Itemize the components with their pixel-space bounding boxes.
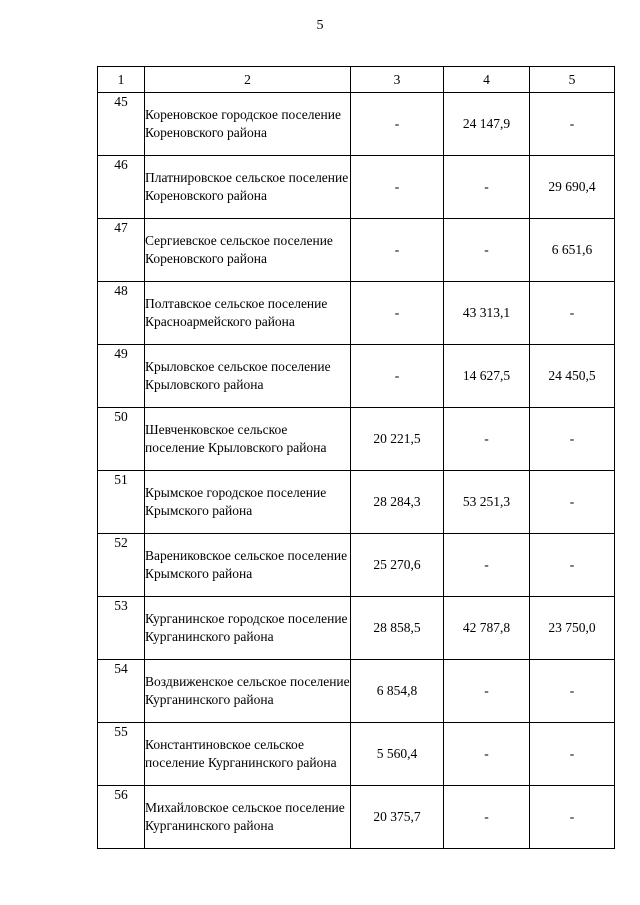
value-col-3: -	[351, 93, 444, 156]
table-row	[98, 345, 615, 408]
value-col-4: -	[444, 660, 530, 723]
row-number: 51	[98, 471, 145, 534]
row-number: 56	[98, 786, 145, 849]
value-col-3: 28 858,5	[351, 597, 444, 660]
settlement-name: Варениковское сельское поселение Крымского района	[145, 534, 351, 597]
column-header-5: 5	[530, 67, 615, 93]
settlement-name: Курганинское городское поселение Курганинского района	[145, 597, 351, 660]
value-col-4: -	[444, 219, 530, 282]
table-row	[98, 93, 615, 156]
settlement-name: Шевченковское сельское поселение Крыловского района	[145, 408, 351, 471]
row-number: 53	[98, 597, 145, 660]
value-col-3: 20 375,7	[351, 786, 444, 849]
settlement-name: Кореновское городское поселение Кореновского района	[145, 93, 351, 156]
value-col-3: 5 560,4	[351, 723, 444, 786]
value-col-5: -	[530, 282, 615, 345]
value-col-5: 24 450,5	[530, 345, 615, 408]
row-number: 54	[98, 660, 145, 723]
value-col-5: -	[530, 723, 615, 786]
settlement-name: Воздвиженское сельское поселение Курганинского района	[145, 660, 351, 723]
page-number: 5	[316, 18, 324, 33]
data-table	[97, 66, 615, 849]
row-number: 50	[98, 408, 145, 471]
value-col-5: -	[530, 93, 615, 156]
table-row	[98, 471, 615, 534]
table-row	[98, 219, 615, 282]
column-header-3: 3	[351, 67, 444, 93]
row-number: 47	[98, 219, 145, 282]
row-number: 48	[98, 282, 145, 345]
row-number: 46	[98, 156, 145, 219]
table-row	[98, 660, 615, 723]
table-row	[98, 282, 615, 345]
value-col-4: -	[444, 156, 530, 219]
table-header-row	[98, 67, 615, 93]
value-col-4: 14 627,5	[444, 345, 530, 408]
value-col-4: -	[444, 408, 530, 471]
settlement-name: Михайловское сельское поселение Курганинского района	[145, 786, 351, 849]
value-col-4: -	[444, 534, 530, 597]
value-col-5: -	[530, 660, 615, 723]
value-col-3: -	[351, 156, 444, 219]
settlement-name: Сергиевское сельское поселение Кореновского района	[145, 219, 351, 282]
column-header-4: 4	[444, 67, 530, 93]
table-row	[98, 723, 615, 786]
value-col-5: -	[530, 786, 615, 849]
table-row	[98, 156, 615, 219]
value-col-4: -	[444, 723, 530, 786]
value-col-3: 28 284,3	[351, 471, 444, 534]
value-col-3: -	[351, 345, 444, 408]
table-row	[98, 534, 615, 597]
settlement-name: Полтавское сельское поселение Красноармейского района	[145, 282, 351, 345]
settlement-name: Константиновское сельское поселение Курганинского района	[145, 723, 351, 786]
value-col-4: 42 787,8	[444, 597, 530, 660]
value-col-5: -	[530, 408, 615, 471]
value-col-3: -	[351, 282, 444, 345]
value-col-5: 29 690,4	[530, 156, 615, 219]
row-number: 55	[98, 723, 145, 786]
row-number: 52	[98, 534, 145, 597]
value-col-3: 20 221,5	[351, 408, 444, 471]
settlement-name: Крыловское сельское поселение Крыловского района	[145, 345, 351, 408]
value-col-4: 24 147,9	[444, 93, 530, 156]
value-col-3: 25 270,6	[351, 534, 444, 597]
value-col-5: -	[530, 471, 615, 534]
column-header-2: 2	[145, 67, 351, 93]
value-col-5: 23 750,0	[530, 597, 615, 660]
value-col-5: -	[530, 534, 615, 597]
table-row	[98, 786, 615, 849]
value-col-4: -	[444, 786, 530, 849]
table-row	[98, 408, 615, 471]
value-col-4: 43 313,1	[444, 282, 530, 345]
settlement-name: Крымское городское поселение Крымского района	[145, 471, 351, 534]
settlement-name: Платнировское сельское поселение Кореновского района	[145, 156, 351, 219]
value-col-4: 53 251,3	[444, 471, 530, 534]
value-col-3: -	[351, 219, 444, 282]
table-row	[98, 597, 615, 660]
column-header-1: 1	[98, 67, 145, 93]
value-col-3: 6 854,8	[351, 660, 444, 723]
value-col-5: 6 651,6	[530, 219, 615, 282]
row-number: 49	[98, 345, 145, 408]
row-number: 45	[98, 93, 145, 156]
